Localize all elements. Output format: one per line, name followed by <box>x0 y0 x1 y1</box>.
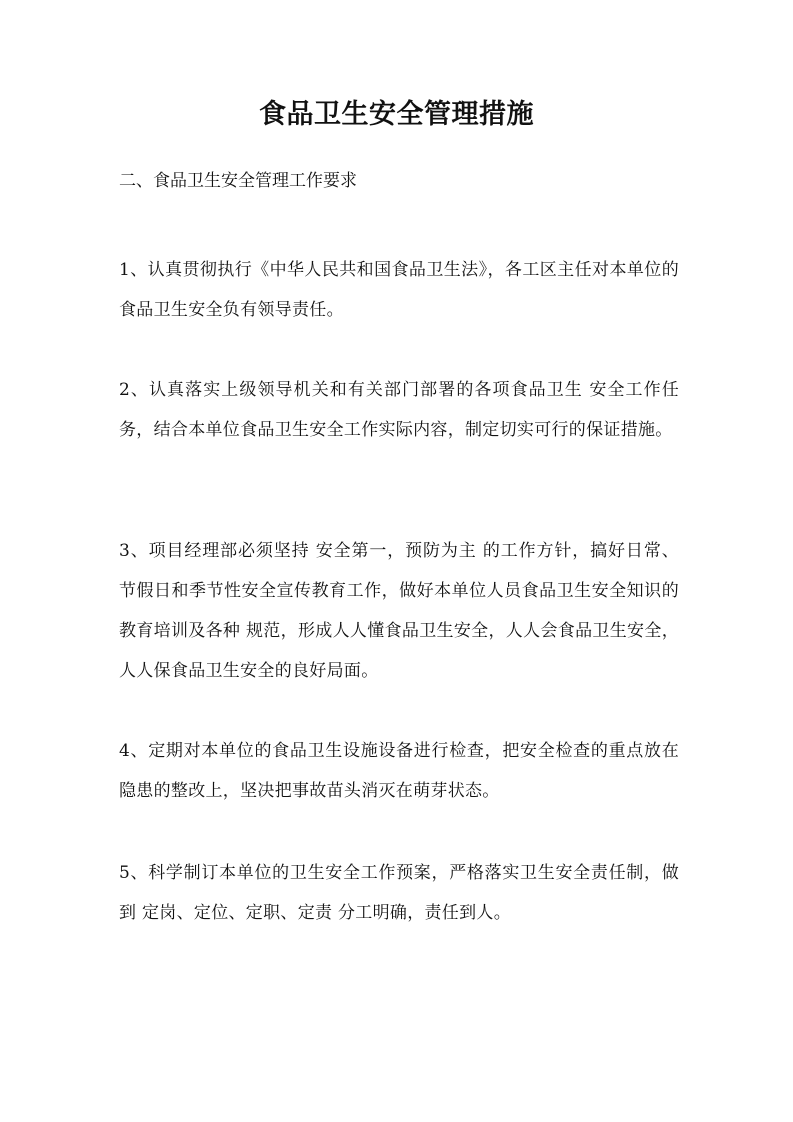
section-heading: 二、食品卫生安全管理工作要求 <box>119 171 357 191</box>
paragraph-1: 1、认真贯彻执行《中华人民共和国食品卫生法》，各工区主任对本单位的食品卫生安全负有领导责任。 <box>119 260 679 320</box>
paragraph-5: 5、科学制订本单位的卫生安全工作预案，严格落实卫生安全责任制，做到 定岗、定位、定职、定责 分工明确，责任到人。 <box>119 863 679 923</box>
page-title: 食品卫生安全管理措施 <box>259 99 534 130</box>
paragraph-2: 2、认真落实上级领导机关和有关部门部署的各项食品卫生 安全工作任务，结合本单位食品卫生安全工作实际内容，制定切实可行的保证措施。 <box>119 380 679 440</box>
paragraph-4: 4、定期对本单位的食品卫生设施设备进行检查，把安全检查的重点放在 隐患的整改上，坚决把事故苗头消灭在萌芽状态。 <box>119 741 679 801</box>
paragraph-3: 3、项目经理部必须坚持 安全第一，预防为主 的工作方针，搞好日常、 节假日和季节性安全宣传教育工作，做好本单位人员食品卫生安全知识的教育培训及各种 规范，形成人人懂食品卫生安全，人人会食品卫生安全，人人保食品卫生安全的良好局面。 <box>119 541 679 681</box>
